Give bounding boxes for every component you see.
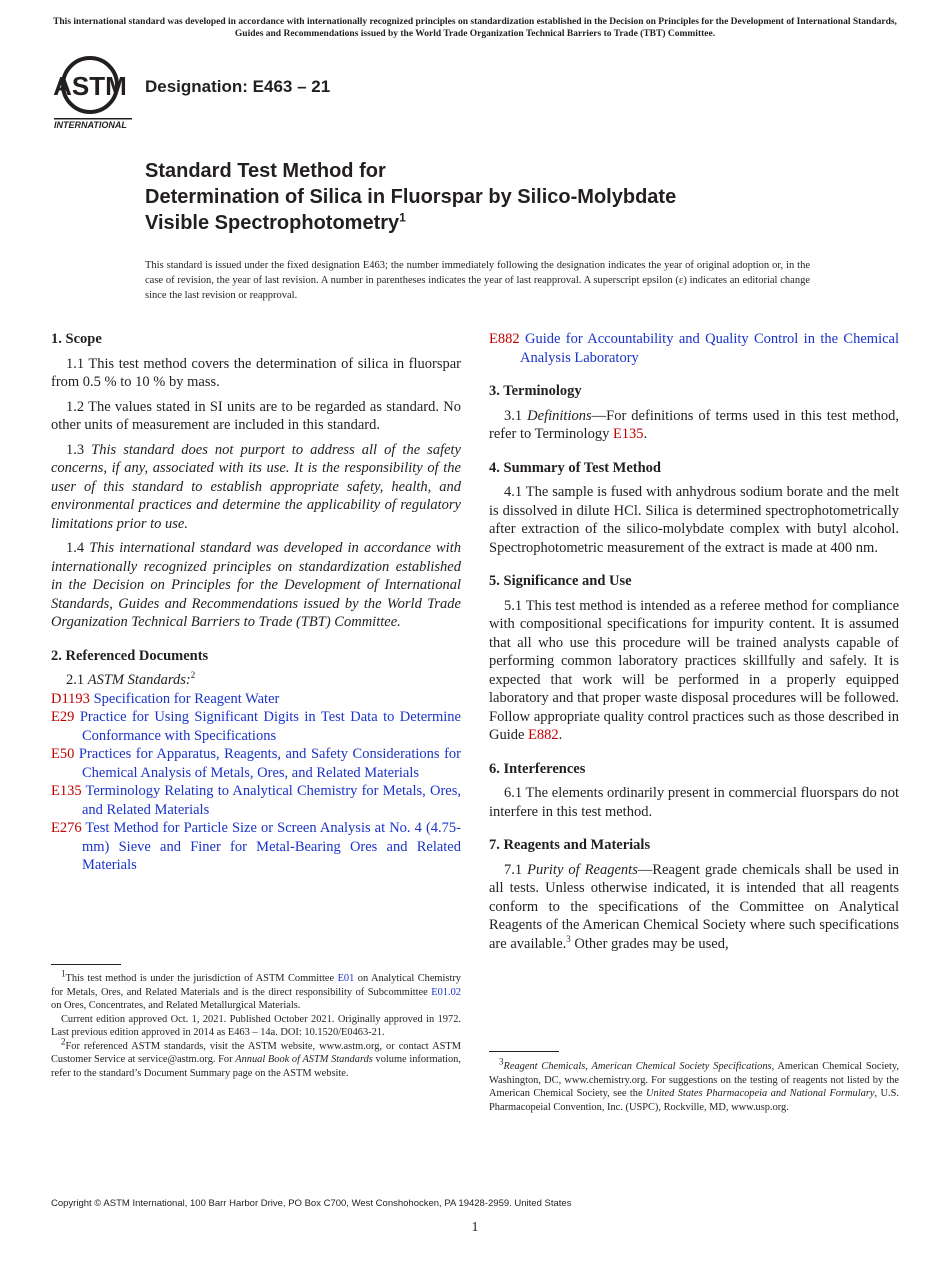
terminology-3-1	[489, 407, 899, 444]
refdocs-footnote-mark: 2	[190, 670, 196, 681]
interferences-6-1: 6.1 The elements ordinarily present in commercial fluorspars do not interfere in this test method.	[489, 785, 899, 820]
reagents-term: Purity of Reagents	[527, 861, 638, 878]
footnote-1	[51, 968, 461, 1013]
reagents-text: —Reagent grade chemicals shall be used in all tests. Unless otherwise indicated, it is intended that all reagents conform to the specifications of the Committee on Analytical Reagents of the American Chemical Society where such specifications are available.	[489, 861, 900, 952]
title-footnote-mark: 1	[399, 210, 406, 225]
footnote-2-italic: Annual Book of ASTM Standards	[235, 1054, 373, 1065]
footnote-link-e01-02[interactable]: E01.02	[431, 986, 461, 998]
ref-title[interactable]: Practices for Apparatus, Reagents, and Safety Considerations for Chemical Analysis of Metals, Ores, and Related Materials	[78, 746, 461, 781]
ref-code[interactable]: E50	[51, 746, 75, 762]
reagents-heading: 7. Reagents and Materials	[489, 837, 651, 853]
terminology-term: Definitions	[527, 407, 592, 424]
section-reagents	[489, 836, 899, 953]
scope-heading: 1. Scope	[51, 331, 102, 347]
section-terminology	[489, 382, 899, 444]
significance-heading: 5. Significance and Use	[489, 573, 632, 589]
refdocs-intro-text: ASTM Standards:	[87, 672, 191, 688]
logo-subtitle: INTERNATIONAL	[54, 120, 127, 130]
section-interferences	[489, 760, 899, 822]
page-number: 1	[471, 1220, 479, 1235]
footnote-1-edition: Current edition approved Oct. 1, 2021. Published October 2021. Originally approved in 1972. Last previous edition approved in 2014 as E463 – 14a. DOI: 10.1520/E0463-21.	[51, 1013, 461, 1038]
ref-title[interactable]: Terminology Relating to Analytical Chemistry for Metals, Ores, and Related Materials	[82, 783, 461, 818]
astm-logo	[52, 55, 136, 133]
ref-code[interactable]: E882	[489, 331, 520, 347]
footnote-1-text-c: on Ores, Concentrates, and Related Metallurgical Materials.	[51, 1000, 301, 1011]
left-column	[51, 330, 461, 890]
wto-banner: This international standard was developed in accordance with internationally recognized principles on standardization established in the Decision on Principles for the Development of International Standards, Guides and Recommendations issued by the World Trade Organization Technical Barriers to Trade (TBT) Committee.	[53, 17, 897, 39]
scope-1-4	[51, 539, 461, 632]
ref-title[interactable]: Practice for Using Significant Digits in Test Data to Determine Conformance with Specifications	[79, 709, 461, 744]
ref-code[interactable]: D1193	[51, 690, 90, 707]
footnote-3-text-b: , U.S. Pharmacopeial Convention, Inc. (USPC), Rockville, MD, www.usp.org.	[489, 1088, 899, 1113]
footnote-3-text-a: , American Chemical Society, Washington, DC, www.chemistry.org. For suggestions on the testing of reagents not listed by the American Chemical Society, see the	[489, 1061, 899, 1099]
scope-1-3-text: This standard does not purport to address all of the safety concerns, if any, associated with its use. It is the responsibility of the user of this standard to establish appropriate safety, health, and environmental practices and determine the applicability of regulatory limitations prior to use.	[51, 441, 461, 532]
footnote-divider-right	[489, 1051, 559, 1052]
terminology-heading: 3. Terminology	[489, 383, 582, 399]
footnote-2-text-a: For referenced ASTM standards, visit the ASTM website, www.astm.org, or contact ASTM Customer Service at service@astm.org. For	[51, 1040, 461, 1065]
footnote-1-text-a: This test method is under the jurisdiction of ASTM Committee	[65, 973, 338, 984]
refdocs-intro	[51, 671, 461, 690]
section-summary	[489, 459, 899, 558]
footnotes-right	[489, 1056, 899, 1114]
summary-4-1: 4.1 The sample is fused with anhydrous sodium borate and the melt is dissolved in dilute HCl. Silica is determined spectrophotometrically after extraction of the silico-molybdate complex with butyl alcohol. Spectrophotometric measurement of the extract is made at 400 nm.	[489, 484, 899, 556]
scope-1-2: 1.2 The values stated in SI units are to be regarded as standard. No other units of measurement are included in this standard.	[51, 398, 461, 433]
ref-title[interactable]: Specification for Reagent Water	[93, 690, 280, 707]
title-line-2: Determination of Silica in Fluorspar by Silico-Molybdate	[145, 186, 677, 208]
terminology-text: —For definitions of terms used in this test method, refer to Terminology	[489, 407, 899, 442]
scope-1-1: 1.1 This test method covers the determination of silica in fluorspar from 0.5 % to 10 % by mass.	[51, 355, 461, 390]
document-title	[145, 158, 845, 236]
terminology-num: 3.1	[504, 407, 528, 424]
ref-item-e135[interactable]	[51, 782, 461, 819]
title-line-3-text: Visible Spectrophotometry	[145, 212, 400, 234]
interferences-heading: 6. Interferences	[489, 760, 586, 777]
ref-title[interactable]: Guide for Accountability and Quality Control in the Chemical Analysis Laboratory	[520, 331, 899, 366]
footnote-3-mark: 3	[499, 1056, 504, 1067]
reagents-footnote-mark: 3	[566, 933, 571, 944]
terminology-end: .	[643, 426, 648, 442]
footnote-2-mark: 2	[61, 1036, 66, 1047]
preamble: This standard is issued under the fixed designation E463; the number immediately following the designation indicates the year of original adoption or, in the case of revision, the year of last revision. A number in parentheses indicates the year of last reapproval. A superscript epsilon (ε) indicates an editorial change since the last revision or reapproval.	[145, 260, 810, 301]
ref-code[interactable]: E276	[51, 820, 82, 836]
significance-5-1	[489, 597, 899, 745]
refdocs-intro-num: 2.1	[66, 672, 88, 688]
summary-heading: 4. Summary of Test Method	[489, 459, 661, 476]
footnote-2	[51, 1036, 461, 1081]
footnote-2-text-b: volume information, refer to the standard’s Document Summary page on the ASTM website.	[51, 1054, 461, 1079]
scope-1-3	[51, 441, 461, 534]
section-significance	[489, 572, 899, 745]
title-line-3	[145, 210, 845, 236]
terminology-link-e135[interactable]: E135	[612, 426, 644, 442]
reagents-num: 7.1	[504, 861, 528, 878]
designation: Designation: E463 – 21	[145, 77, 331, 96]
section-referenced-documents	[51, 647, 461, 875]
footnote-3-italic-2: United States Pharmacopeia and National Formulary	[646, 1088, 875, 1099]
section-scope	[51, 330, 461, 632]
footnotes-left	[51, 968, 461, 1080]
footnote-1-mark: 1	[61, 968, 66, 979]
ref-item-d1193[interactable]	[51, 690, 461, 709]
logo-letters: ASTM	[53, 71, 127, 101]
significance-text: 5.1 This test method is intended as a referee method for compliance with compositional specifications for impurity content. It is assumed that all who use this procedure will be trained analysts capable of performing common laboratory practices skillfully and safely. It is expected that work will be performed in a properly equipped laboratory and that proper waste disposal procedures will be followed. Follow appropriate quality control practices such as those described in Guide	[489, 597, 899, 743]
ref-code[interactable]: E135	[51, 783, 82, 799]
ref-item-e882[interactable]	[489, 330, 899, 367]
ref-item-e29[interactable]	[51, 708, 461, 745]
ref-title[interactable]: Test Method for Particle Size or Screen Analysis at No. 4 (4.75-mm) Sieve and Finer for Metal-Bearing Ores and Related Materials	[82, 820, 461, 873]
footnote-link-e01[interactable]: E01	[337, 973, 355, 984]
reagents-end: Other grades may be used,	[570, 935, 729, 952]
significance-link-e882[interactable]: E882	[528, 727, 559, 743]
footnote-3-italic-1: Reagent Chemicals, American Chemical Society Specifications	[503, 1061, 772, 1072]
ref-item-e276[interactable]	[51, 819, 461, 875]
reagents-7-1	[489, 861, 899, 954]
scope-1-3-num: 1.3	[66, 441, 92, 458]
refdocs-heading: 2. Referenced Documents	[51, 647, 209, 664]
copyright: Copyright © ASTM International, 100 Barr Harbor Drive, PO Box C700, West Conshohocken, PA 19428-2959. United States	[51, 1198, 572, 1209]
scope-1-4-num: 1.4	[66, 540, 90, 556]
ref-code[interactable]: E29	[51, 709, 75, 725]
right-column	[489, 330, 899, 968]
footnote-3	[489, 1056, 899, 1114]
significance-end: .	[558, 727, 563, 743]
scope-1-4-text: This international standard was developed in accordance with internationally recognized principles on standardization established in the Decision on Principles for the Development of International Standards, Guides and Recommendations issued by the World Trade Organization Technical Barriers to Trade (TBT) Committee.	[51, 540, 461, 630]
footnote-divider-left	[51, 964, 121, 965]
footnote-1-text-b: on Analytical Chemistry for Metals, Ores, and Related Materials and is the direct responsibility of Subcommittee	[51, 973, 461, 998]
ref-continuation	[489, 330, 899, 367]
title-line-1: Standard Test Method for	[145, 160, 386, 182]
ref-item-e50[interactable]	[51, 745, 461, 782]
